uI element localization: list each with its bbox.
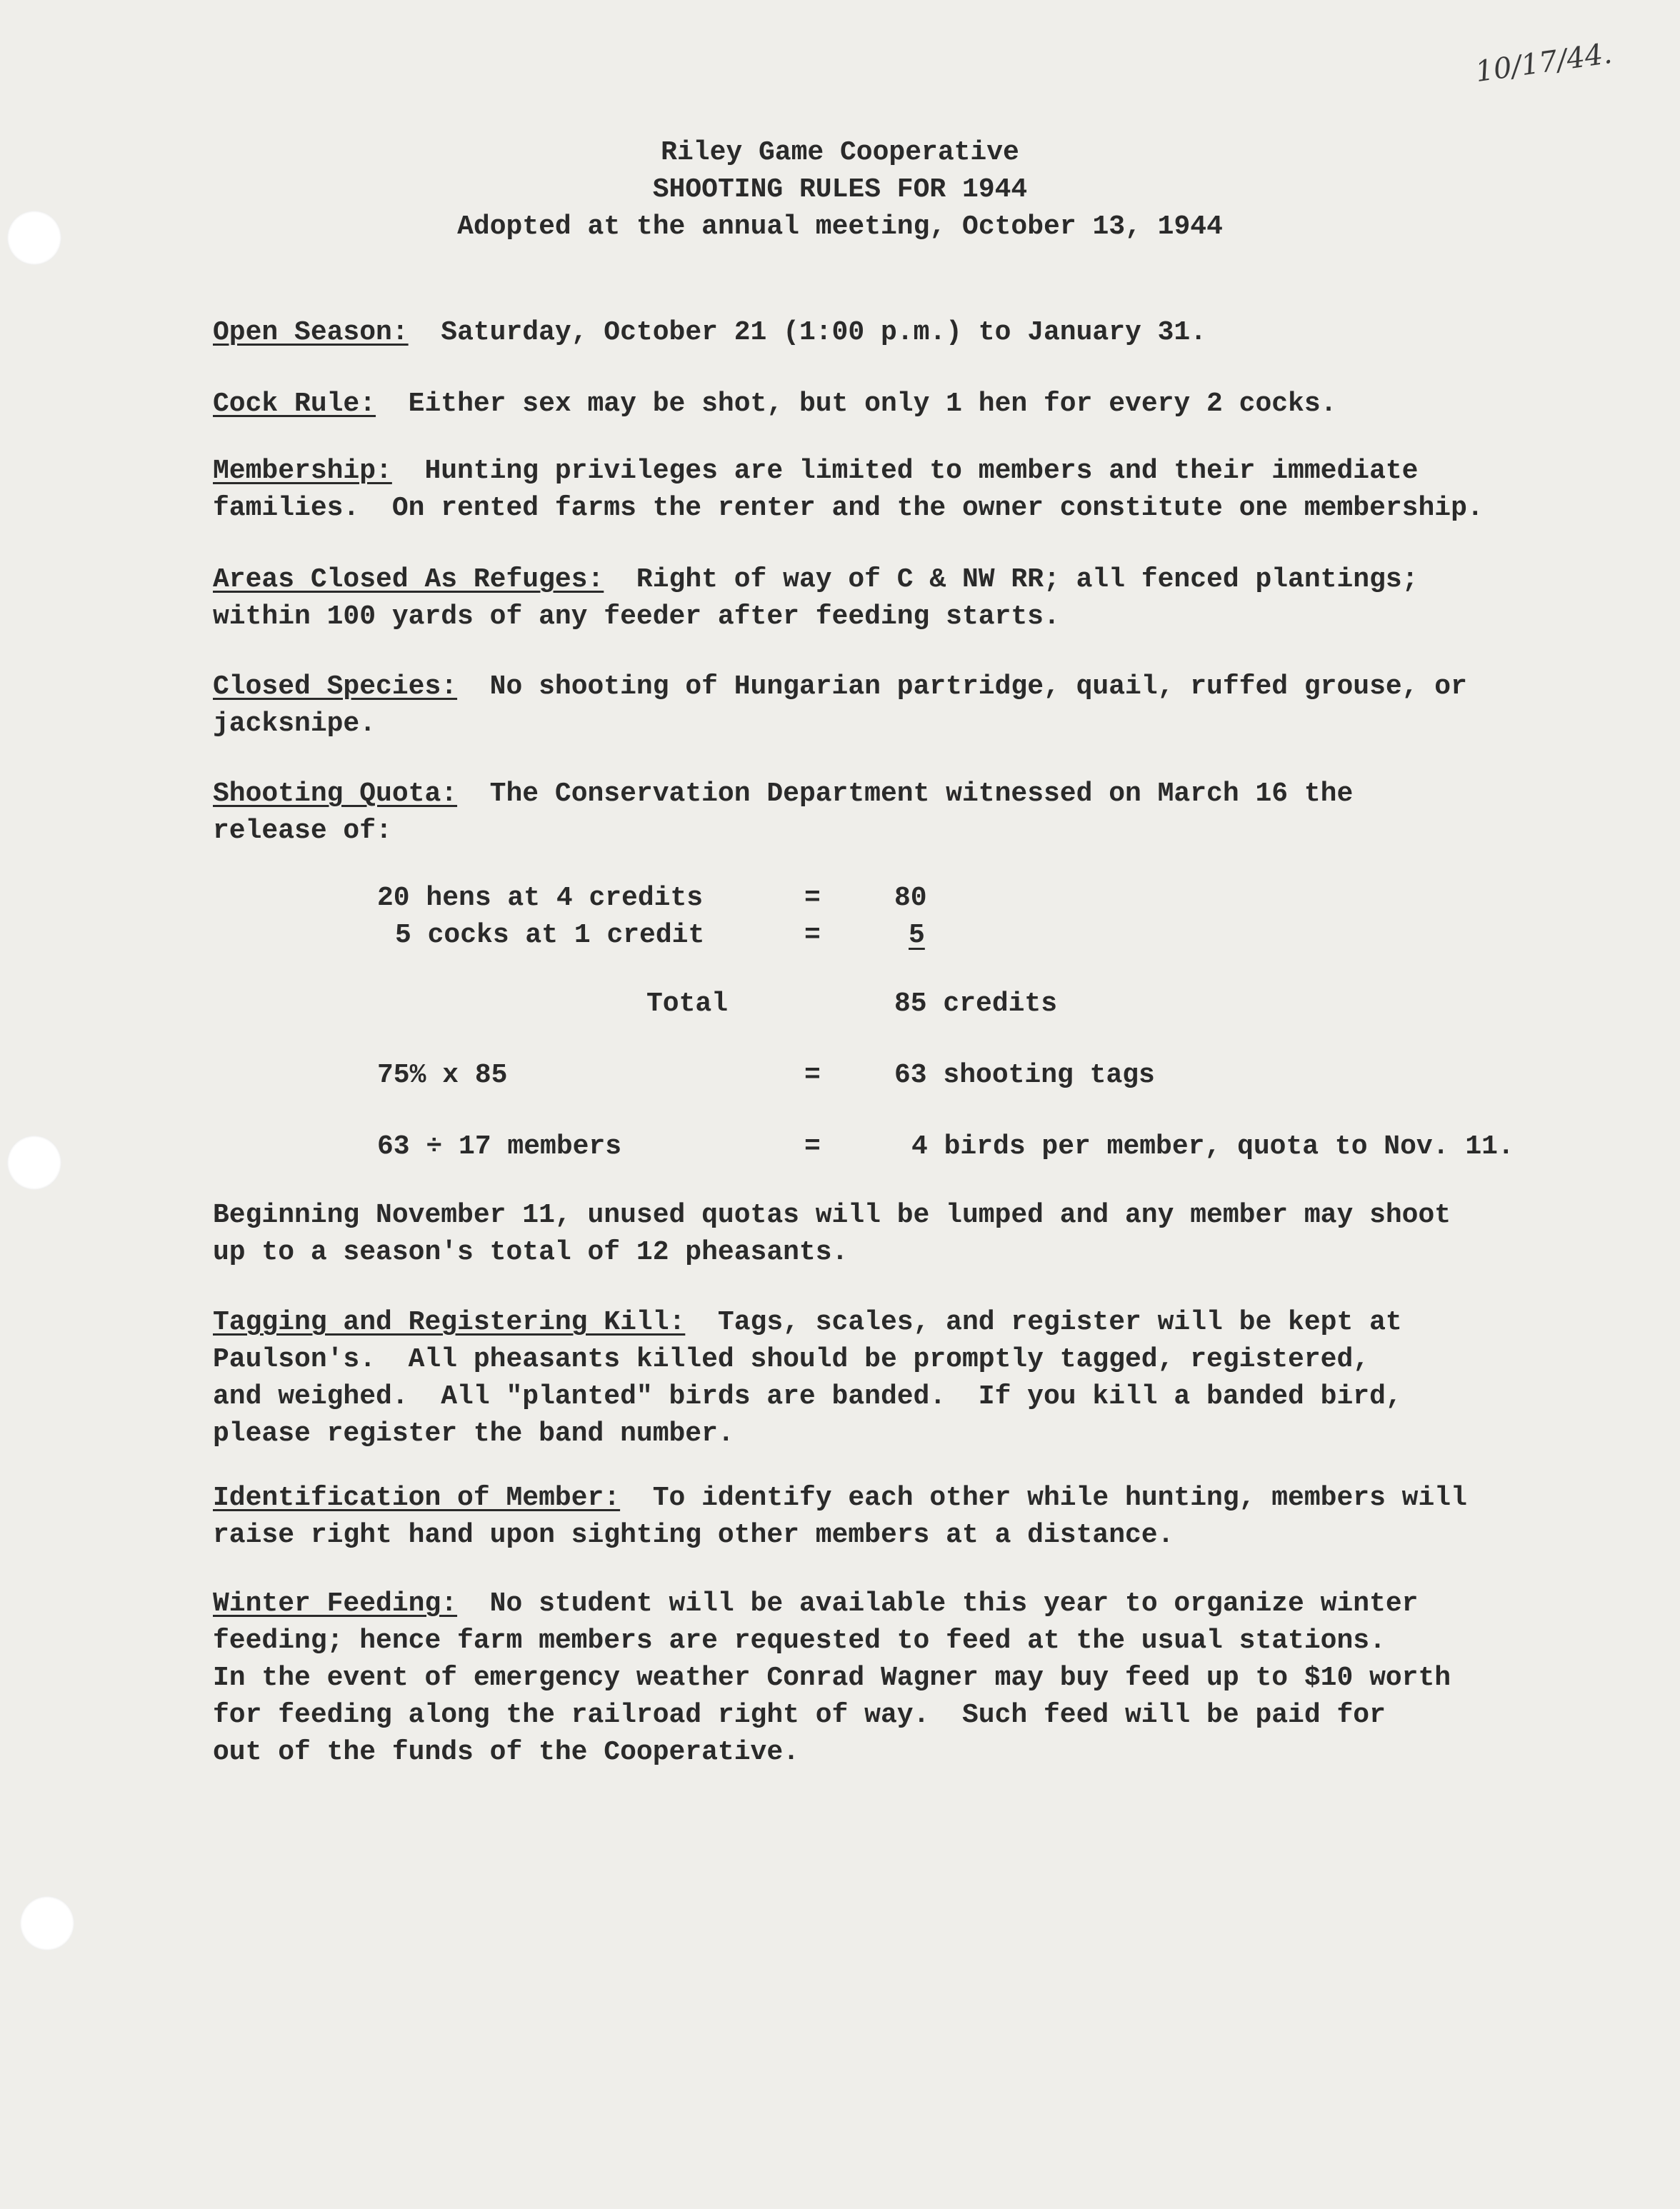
calc-row-2-eq: =	[804, 920, 821, 951]
calc-row-4-right: 63 shooting tags	[894, 1060, 1155, 1091]
closed-species-paragraph	[213, 668, 1627, 743]
winter-feeding-label: Winter Feeding:	[213, 1588, 458, 1619]
closed-species-text: No shooting of Hungarian partridge, quail, ruffed grouse, or jacksnipe.	[213, 671, 1467, 739]
shooting-quota-label: Shooting Quota:	[213, 778, 458, 809]
membership-paragraph	[213, 453, 1627, 527]
calc-row-5-eq: =	[804, 1131, 821, 1162]
calc-row-4-eq: =	[804, 1060, 821, 1091]
refuges-text: Right of way of C & NW RR; all fenced plantings; within 100 yards of any feeder after feeding starts.	[213, 564, 1419, 632]
calc-row-5-left: 63 ÷ 17 members	[377, 1131, 622, 1162]
membership-text: Hunting privileges are limited to members and their immediate families. On rented farms the renter and the owner constitute one membership.	[213, 456, 1484, 524]
calc-row-5-right: 4 birds per member, quota to Nov. 11.	[911, 1131, 1514, 1162]
calc-row-4-left: 75% x 85	[377, 1060, 508, 1091]
calc-row-1-left: 20 hens at 4 credits	[377, 883, 704, 913]
tagging-label: Tagging and Registering Kill:	[213, 1307, 686, 1338]
winter-feeding-paragraph	[213, 1586, 1627, 1771]
org-name: Riley Game Cooperative	[661, 137, 1019, 168]
cock-rule-label: Cock Rule:	[213, 389, 376, 419]
open-season-paragraph	[213, 314, 1627, 351]
identification-paragraph	[213, 1480, 1627, 1554]
identification-text: To identify each other while hunting, members will raise right hand upon sighting other members at a distance.	[213, 1483, 1467, 1551]
cock-rule-paragraph	[213, 386, 1627, 423]
document-title: SHOOTING RULES FOR 1944	[652, 174, 1028, 205]
closed-species-label: Closed Species:	[213, 671, 458, 702]
handwritten-date: 10/17/44.	[1473, 36, 1614, 89]
punch-hole-middle	[7, 1136, 61, 1190]
document-subtitle: Adopted at the annual meeting, October 13, 1944	[457, 211, 1223, 242]
cock-rule-text: Either sex may be shot, but only 1 hen for every 2 cocks.	[376, 389, 1337, 419]
calc-row-2-left: 5 cocks at 1 credit	[395, 920, 705, 951]
beginning-november-paragraph: Beginning November 11, unused quotas will be lumped and any member may shoot up to a season's total of 12 pheasants.	[213, 1200, 1451, 1268]
identification-label: Identification of Member:	[213, 1483, 621, 1513]
punch-hole-bottom	[20, 1896, 74, 1950]
calc-total-label: Total	[646, 988, 729, 1019]
membership-label: Membership:	[213, 456, 392, 486]
open-season-label: Open Season:	[213, 317, 409, 348]
calc-row-1-eq: =	[804, 883, 821, 913]
winter-feeding-text: No student will be available this year to organize winter feeding; hence farm members are requested to feed at the usual stations. In the event of emergency weather Conrad Wagner may buy feed up to $10 worth for feeding along the railroad right of way. Such feed will be paid for out of the funds of the Cooperative.	[213, 1588, 1451, 1768]
refuges-label: Areas Closed As Refuges:	[213, 564, 604, 595]
calc-row-2-right: 5	[909, 920, 925, 951]
tagging-paragraph	[213, 1304, 1627, 1453]
calc-row-1-right: 80	[894, 883, 927, 913]
calc-total-value: 85 credits	[894, 988, 1058, 1019]
open-season-text: Saturday, October 21 (1:00 p.m.) to January 31.	[408, 317, 1207, 348]
shooting-quota-text: The Conservation Department witnessed on March 16 the release of:	[213, 778, 1354, 846]
shooting-quota-paragraph	[213, 776, 1627, 850]
tagging-text: Tags, scales, and register will be kept at Paulson's. All pheasants killed should be promptly tagged, registered, and weighed. All "planted" birds are banded. If you kill a banded bird, please register the band number.	[213, 1307, 1402, 1449]
refuges-paragraph	[213, 561, 1627, 636]
